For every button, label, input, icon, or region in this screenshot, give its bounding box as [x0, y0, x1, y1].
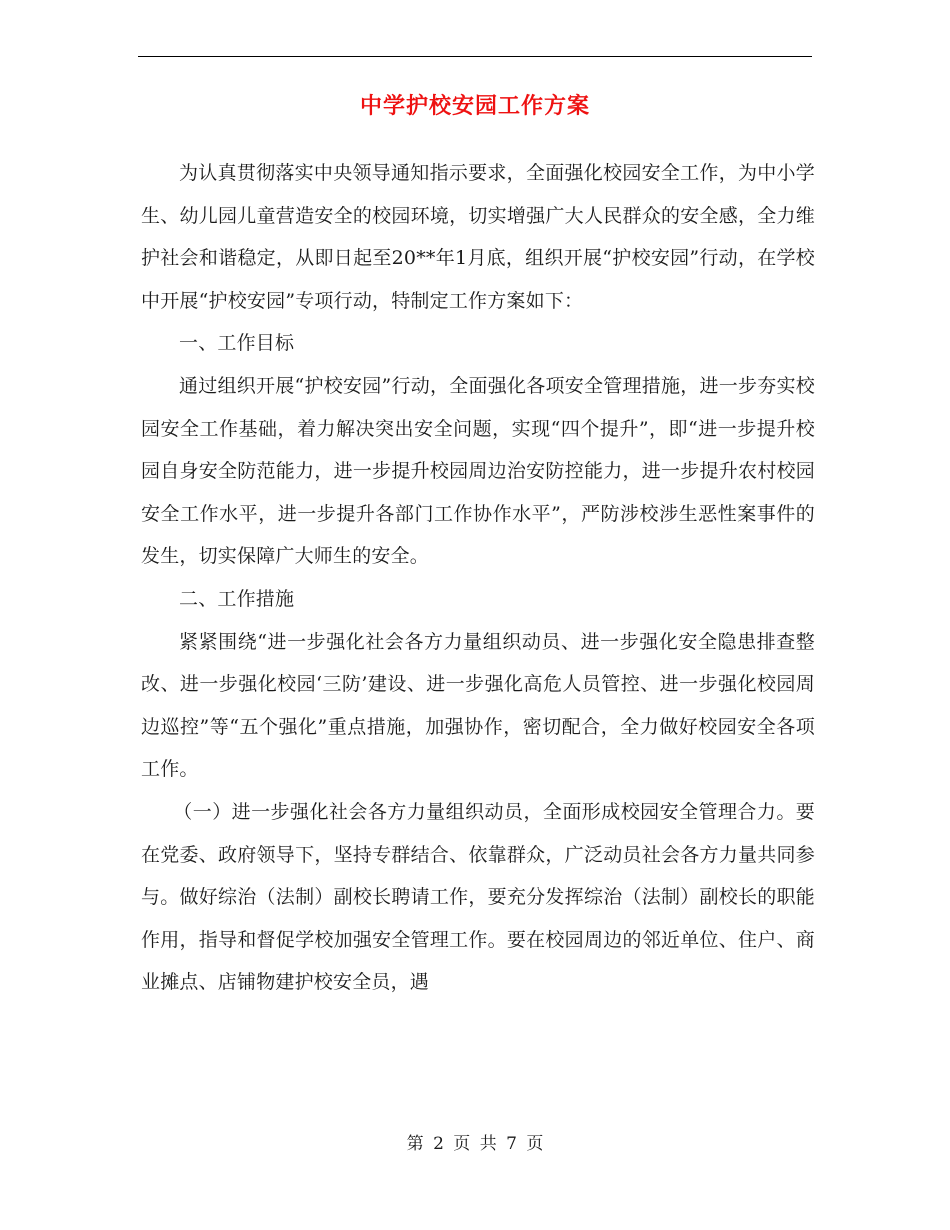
paragraph-measure-1: （一）进一步强化社会各方力量组织动员，全面形成校园安全管理合力。要在党委、政府领导下，坚持专群结合、依靠群众，广泛动员社会各方力量共同参与。做好综治（法制）副校长聘请工作，要充分发挥综治（法制）副校长的职能作用，指导和督促学校加强安全管理工作。要在校园周边的邻近单位、住户、商业摊点、店铺物建护校安全员，遇 [141, 800, 815, 994]
section-heading-goals: 一、工作目标 [179, 332, 295, 355]
paragraph-measures: 紧紧围绕“进一步强化社会各方力量组织动员、进一步强化安全隐患排查整改、进一步强化校园‘三防’建设、进一步强化高危人员管控、进一步强化校园周边巡控”等“五个强化”重点措施，加强协作，密切配合，全力做好校园安全各项工作。 [141, 630, 815, 781]
header-rule [138, 56, 812, 57]
paragraph-goals: 通过组织开展“护校安园”行动，全面强化各项安全管理措施，进一步夯实校园安全工作基础，着力解决突出安全问题，实现“四个提升”，即“进一步提升校园自身安全防范能力，进一步提升校园周边治安防控能力，进一步提升农村校园安全工作水平，进一步提升各部门工作协作水平”，严防涉校涉生恶性案事件的发生，切实保障广大师生的安全。 [141, 374, 815, 568]
page-number: 第 2 页 共 7 页 [406, 1134, 544, 1154]
document-title: 中学护校安园工作方案 [359, 94, 590, 119]
document-body [141, 152, 815, 1004]
section-heading-measures: 二、工作措施 [179, 587, 295, 610]
paragraph-intro: 为认真贯彻落实中央领导通知指示要求，全面强化校园安全工作，为中小学生、幼儿园儿童营造安全的校园环境，切实增强广大人民群众的安全感，全力维护社会和谐稳定，从即日起至20**年1月底，组织开展“护校安园”行动，在学校中开展“护校安园”专项行动，特制定工作方案如下： [141, 162, 815, 312]
